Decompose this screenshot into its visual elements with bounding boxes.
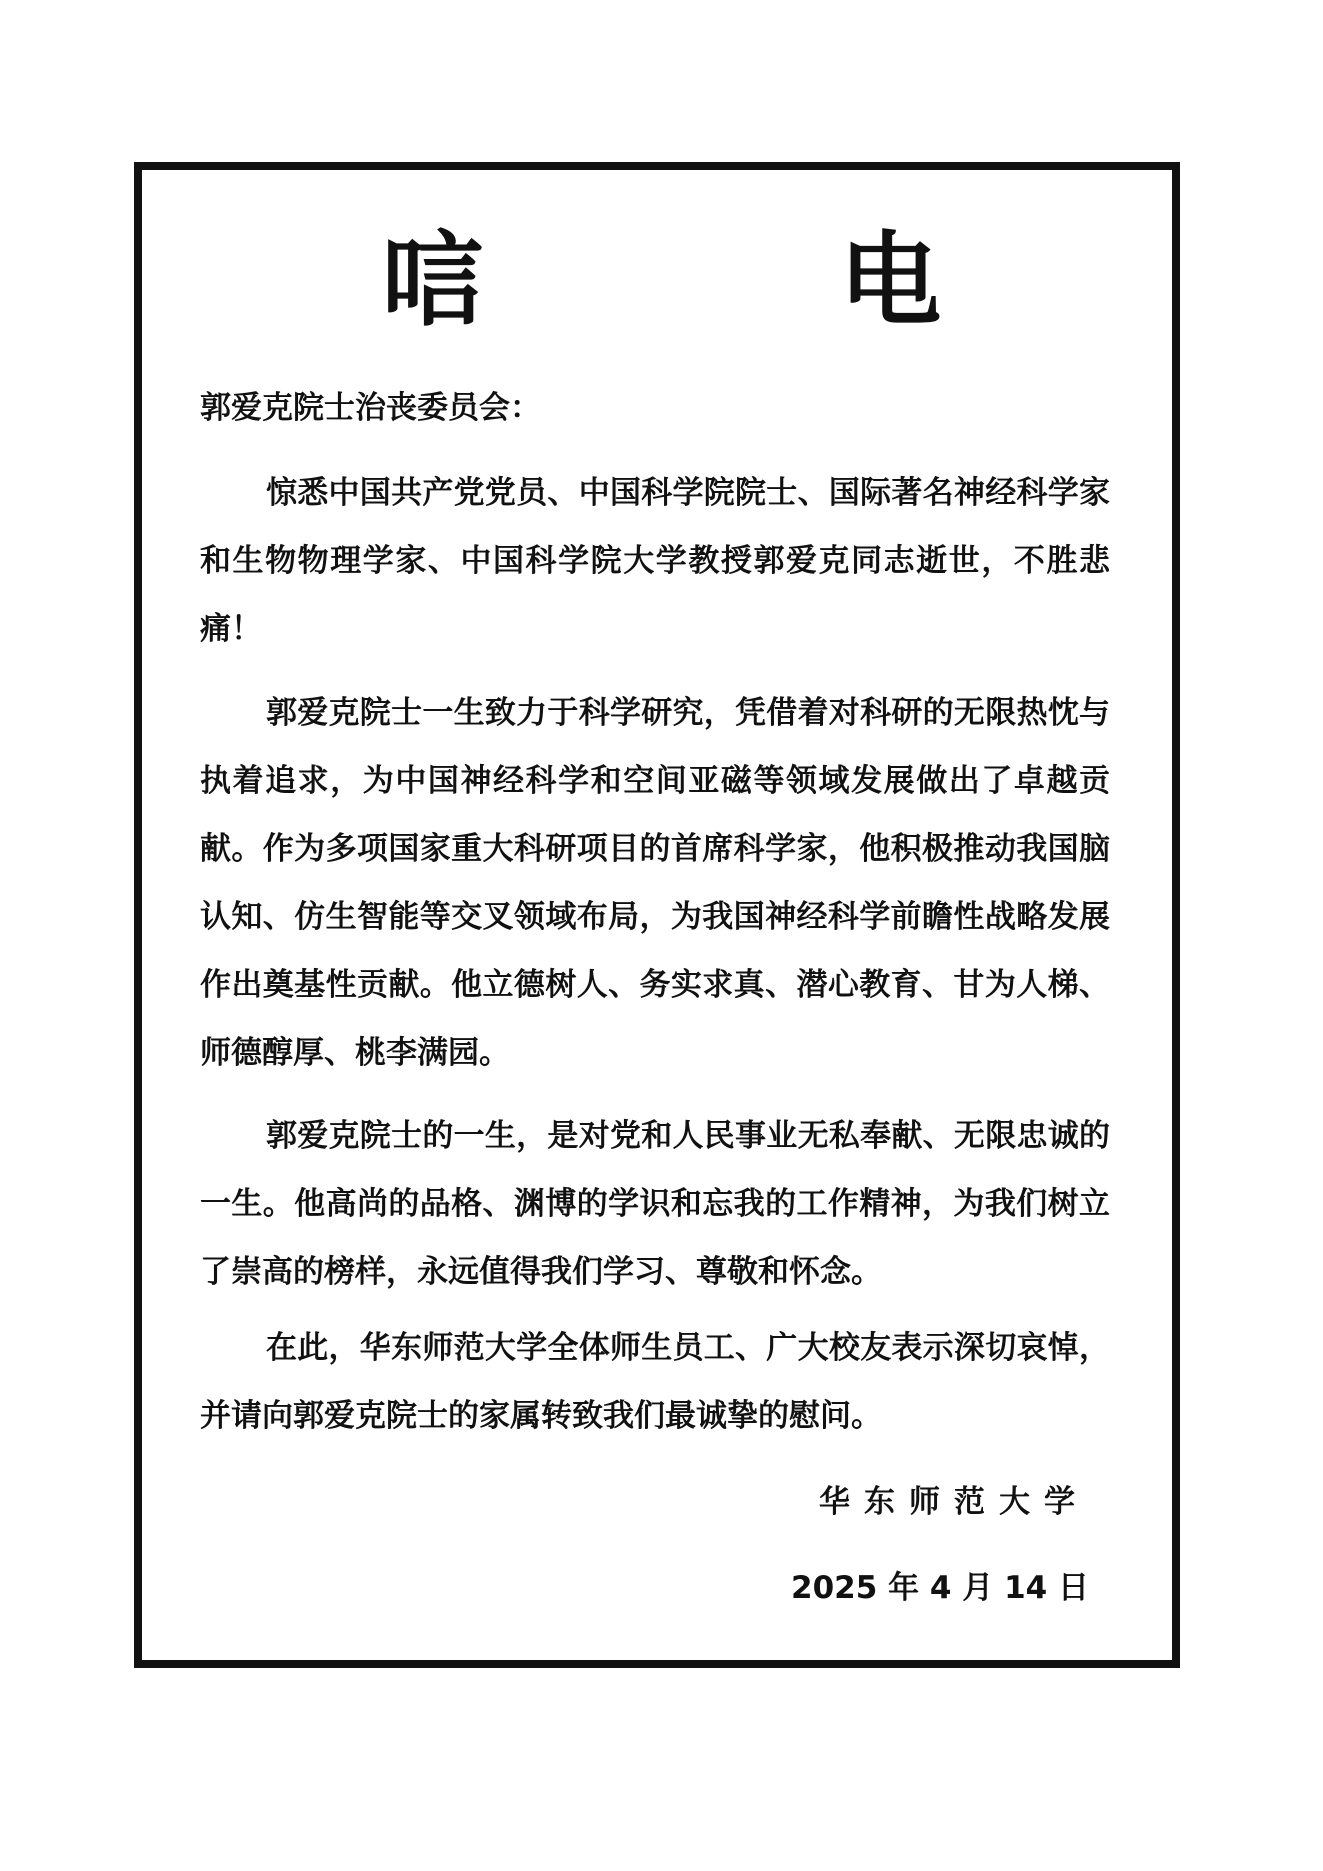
paragraph-sympathy: 在此，华东师范大学全体师生员工、广大校友表示深切哀悼，并请向郭爱克院士的家属转致我们最诚挚的慰问。: [200, 1330, 1110, 1434]
salutation: 郭爱克院士治丧委员会：: [200, 390, 541, 426]
paragraph-tribute: 郭爱克院士的一生，是对党和人民事业无私奉献、无限忠诚的一生。他高尚的品格、渊博的学识和忘我的工作精神，为我们树立了崇高的榜样，永远值得我们学习、尊敬和怀念。: [200, 1118, 1110, 1290]
document-title: 唁 电: [381, 222, 1102, 341]
paragraph-contributions: 郭爱克院士一生致力于科学研究，凭借着对科研的无限热忱与执着追求，为中国神经科学和空间亚磁等领域发展做出了卓越贡献。作为多项国家重大科研项目的首席科学家，他积极推动我国脑认知、仿生智能等交叉领域布局，为我国神经科学前瞻性战略发展作出奠基性贡献。他立德树人、务实求真、潜心教育、甘为人梯、师德醇厚、桃李满园。: [200, 695, 1110, 1071]
signature: 华东师范大学: [819, 1484, 1089, 1520]
paragraph-condolence: 惊悉中国共产党党员、中国科学院院士、国际著名神经科学家和生物物理学家、中国科学院大学教授郭爱克同志逝世，不胜悲痛！: [200, 475, 1110, 647]
date: 2025 年 4 月 14 日: [791, 1570, 1089, 1606]
